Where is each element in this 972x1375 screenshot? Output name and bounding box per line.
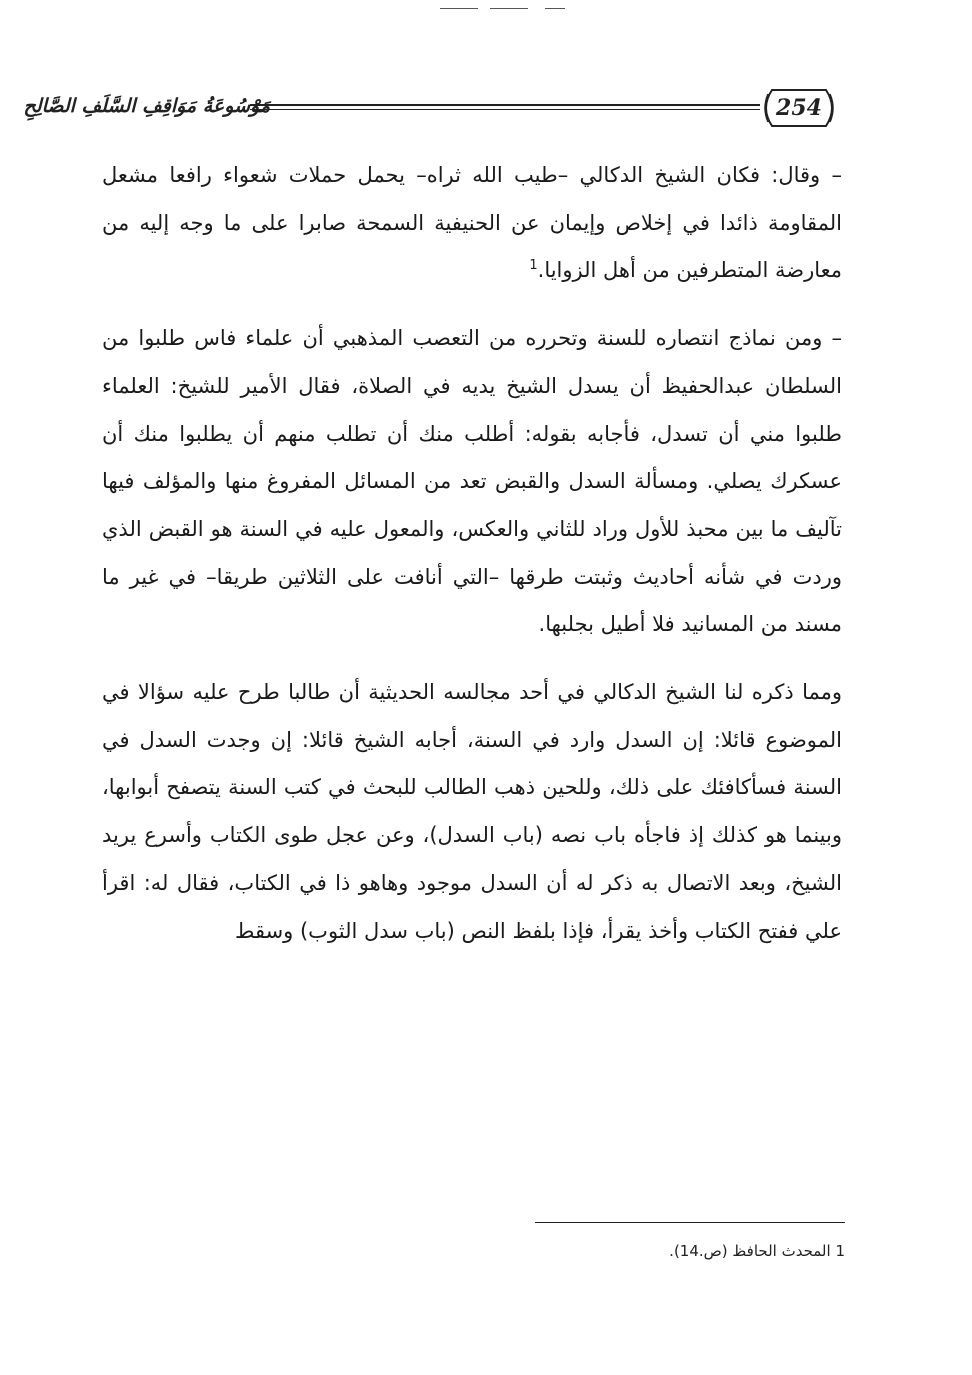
footnote <box>500 1236 845 1266</box>
footnote-ref: 1 <box>529 258 538 274</box>
footnote-number: 1 <box>835 1242 845 1260</box>
paragraph-text: – ومن نماذج انتصاره للسنة وتحرره من التعصب المذهبي أن علماء فاس طلبوا من السلطان عبدالحفيظ أن يسدل الشيخ يديه في الصلاة، فقال الأمير للشيخ: العلماء طلبوا مني أن تسدل، فأجابه بقوله: أطلب منك أن تطلب منهم أن يطلبوا منك أن عسكرك يصلي. ومسألة السدل والقبض تعد من المسائل المفروغ منها والمؤلف فيها تآليف ما بين محبذ للأول وراد للثاني والعكس، والمعول عليه في السنة هو القبض الذي وردت في شأنه أحاديث وثبتت طرقها –التي أنافت على الثلاثين طريقا– في غير ما مسند من المسانيد فلا أطيل بجلبها. <box>102 326 842 637</box>
series-title: مَوْسُوعَةُ مَوَاقِفِ السَّلَفِ الصَّالِحِ <box>23 95 270 117</box>
page-header <box>23 82 840 138</box>
page-number-frame <box>758 86 840 130</box>
header-rule <box>250 109 760 110</box>
paragraph <box>102 315 842 649</box>
footnote-rule <box>535 1222 845 1223</box>
paragraph <box>102 669 842 955</box>
scan-mark <box>545 8 565 9</box>
header-rule <box>250 104 760 106</box>
paragraph-text: – وقال: فكان الشيخ الدكالي –طيب الله ثراه– يحمل حملات شعواء رافعا مشعل المقاومة ذائدا في إخلاص وإيمان عن الحنيفية السمحة صابرا على ما وجه إليه من معارضة المتطرفين من أهل الزوايا. <box>102 163 842 283</box>
body-text <box>102 152 842 975</box>
paragraph <box>102 152 842 295</box>
paragraph-text: ومما ذكره لنا الشيخ الدكالي في أحد مجالسه الحديثية أن طالبا طرح عليه سؤالا في الموضوع قائلا: إن السدل وارد في السنة، أجابه الشيخ قائلا: إن وجدت السدل في السنة فسأكافئك على ذلك، وللحين ذهب الطالب للبحث في كتب السنة يتصفح أبوابها، وبينما هو كذلك إذ فاجأه باب نصه (باب السدل)، وعن عجل طوى الكتاب وأسرع يريد الشيخ، وبعد الاتصال به ذكر له أن السدل موجود وهاهو ذا في الكتاب، فقال له: اقرأ علي ففتح الكتاب وأخذ يقرأ، فإذا بلفظ النص (باب سدل الثوب) وسقط <box>102 680 842 943</box>
footnote-text: المحدث الحافظ (ص.14). <box>669 1242 831 1260</box>
scan-mark <box>490 8 528 9</box>
page-number: 254 <box>776 95 822 121</box>
scan-mark <box>440 8 478 9</box>
